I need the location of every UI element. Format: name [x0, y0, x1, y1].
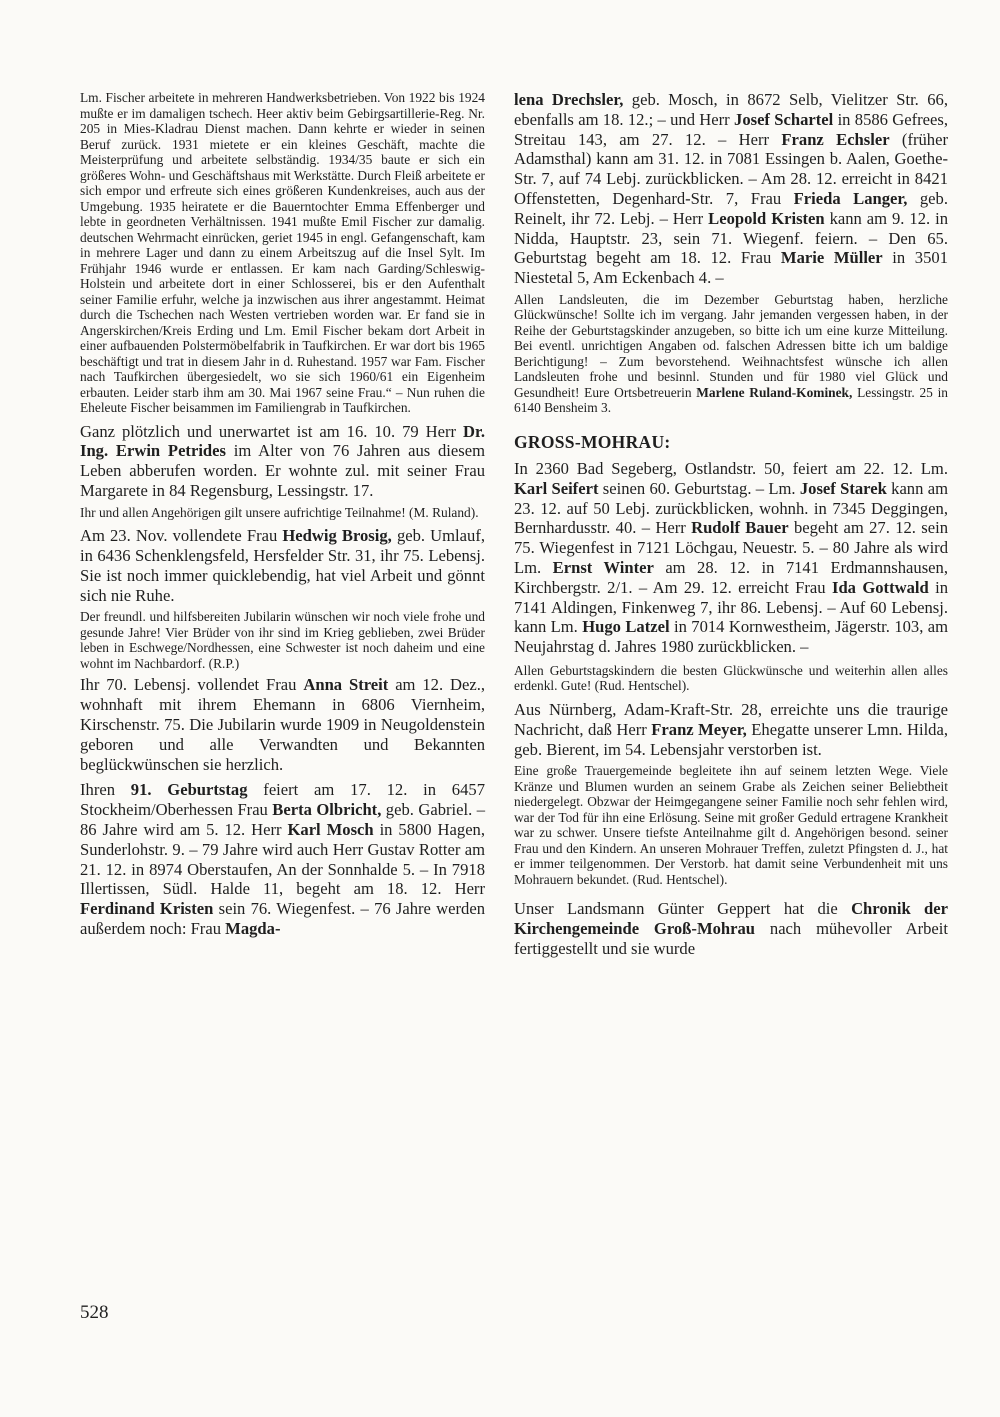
- text-span: geb. Mosch, in 8672 Selb, Vielitzer Str. 66, ebenfalls am 18. 12.; – und Herr: [514, 90, 948, 129]
- text-span: sein 76. Wiegenfest. – 76 Jahre werden außerdem noch: Frau: [80, 899, 485, 938]
- person-name: Marlene Ruland-Kominek,: [696, 384, 853, 400]
- text-span: Ganz plötzlich und unerwartet ist am 16. 10. 79 Herr: [80, 421, 464, 441]
- text-span: am 28. 12. in 7141 Erdmannshausen, Kirchbergstr. 2/1. – Am 29. 12. erreicht Frau: [514, 557, 948, 597]
- text-span: kann am 9. 12. in Nidda, Hauptstr. 23, sein 71. Wiegenf. feiern. – Den 65. Geburtstag begeht am 18. 12. Frau: [514, 208, 948, 268]
- text-span: Ehegatte unserer Lmn. Hilda, geb. Bierent, im 54. Lebensjahr verstorben ist.: [514, 719, 948, 759]
- text-span: in 5800 Hagen, Sunderlohstr. 9. – 79 Jahre wird auch Herr Gustav Rotter am 21. 12. in 8974 Oberstaufen, An der Sonnhalde 5. – In 7918 Illertissen, Südl. Halde 11, begeht am 18. 12. Herr: [80, 819, 486, 899]
- text-span: nach mühevoller Arbeit fertiggestellt und sie wurde: [514, 919, 948, 958]
- text-span: Ihr und allen Angehörigen gilt unsere aufrichtige Teilnahme! (M. Ruland).: [80, 504, 479, 520]
- right-column: [514, 90, 948, 963]
- person-name: Magda-: [225, 918, 281, 938]
- person-name: Frieda Langer,: [793, 188, 908, 208]
- december-wishes-note: [514, 292, 948, 416]
- text-span: Allen Geburtstagskindern die besten Glückwünsche und weiterhin allen alles erdenkl. Gute! (Rud. Hentschel).: [514, 662, 948, 694]
- text-span: am 12. Dez., wohnhaft mit ihrem Ehemann in 6806 Viernheim, Kirschenstr. 75. Die Jubilarin wurde 1909 in Neugoldenstein geboren und alle Verwandten und Bekannten beglückwünschen sie herzlich.: [80, 675, 485, 774]
- text-span: geb. Reinelt, ihr 72. Lebj. – Herr: [514, 188, 948, 228]
- birthdays-list-paragraph: [80, 780, 485, 938]
- text-span: kann am 23. 12. auf 50 Lebj. zurückblicken, wohnh. in 7345 Deggingen, Bernhardusstr. 40. – Herr: [514, 478, 948, 538]
- gross-mohrau-wishes-note: [514, 663, 948, 694]
- left-column: [80, 90, 485, 943]
- text-span: in 7014 Kornwestheim, Jägerstr. 103, am Neujahrstag d. Jahres 1980 zurückblicken. –: [514, 617, 949, 657]
- text-span: Am 23. Nov. vollendete Frau: [80, 526, 283, 546]
- person-name: Franz Meyer,: [651, 719, 747, 739]
- text-span: Aus Nürnberg, Adam-Kraft-Str. 28, erreichte uns die traurige Nachricht, daß Herr: [514, 699, 948, 739]
- birthdays-continued-paragraph: [514, 90, 948, 288]
- gross-mohrau-birthdays-paragraph: [514, 459, 948, 657]
- brosig-birthday-paragraph: [80, 526, 485, 605]
- person-name: Ida Gottwald: [831, 577, 929, 597]
- text-span: seinen 60. Geburtstag. – Lm.: [598, 478, 800, 498]
- text-span: Eine große Trauergemeinde begleitete ihn auf seinem letzten Wege. Viele Kränze und Blumen wurden an seinem Grabe als Zeichen seiner Beliebtheit niedergelegt. Obzwar der Heimgegangene seiner Familie noch sehr fehlen wird, war der Tod für ihn eine Erlösung. Seine mit großer Geduld ertragene Krankheit war zu schwer. Unsere tiefste Anteilnahme gilt d. Angehörigen besond. seiner Frau und den Kindern. An unseren Mohrauer Treffen, zuletzt Pfingsten d. J., hat er immer teilgenommen. Der Verstorb. hat damit seine Verbundenheit mit uns Mohrauern bekundet. (Rud. Hentschel).: [514, 763, 948, 887]
- text-span: feiert am 17. 12. in 6457 Stockheim/Oberhessen Frau: [80, 780, 485, 820]
- person-name: Anna Streit: [303, 675, 389, 695]
- meyer-obituary-paragraph: [514, 700, 948, 759]
- person-name: Franz Echsler: [781, 129, 890, 149]
- person-name: Ferdinand Kristen: [80, 899, 214, 919]
- text-span: Lm. Fischer arbeitete in mehreren Handwerksbetrieben. Von 1922 bis 1924 mußte er im damaligen tschech. Heer aktiv beim Gebirgsartillerie-Reg. Nr. 205 in Mies-Kladrau Dienst machen. Dann kehrte er wieder in seinen Beruf zurück. 1931 mietete er ein kleines Geschäft, machte die Meisterprüfung und arbeitete selbständig. 1934/35 baute er sich ein größeres Wohn- und Geschäftshaus mit Werkstätte. Durch Fleiß arbeitete er sich empor und erfreute sich eines größeren Kundenkreises, auch aus der Umgebung. 1935 heiratete er die Bauerntochter Emma Effenberger und lebte in geordneten Verhältnissen. 1941 mußte Emil Fischer zur damalig. deutschen Wehrmacht einrücken, geriet 1945 in engl. Gefangenschaft, kam in mehrere Lager und dann zu einem Arbeitszug auf die Insel Sylt. Im Frühjahr 1946 wurde er entlassen. Er kam nach Garding/Schleswig-Holstein und arbeitete dort in einer Schlosserei, bis er den Aufenthalt seiner Familie erfuhr, welche ja inzwischen aus ihrer angestammt. Heimat durch die Tschechen nach Westen vertrieben worden war. Er fand sie in Angerskirchen/Kreis Erding und Lm. Emil Fischer bekam dort Arbeit in einer aufbauenden Polstermöbelfabrik in Taufkirchen. Er war dort bis 1965 beschäftigt und trat in diesem Jahr in d. Ruhestand. 1957 war Fam. Fischer nach Taufkirchen übergesiedelt, wo sie sich 1960/61 ein Eigenheim erbauten. Leider starb ihm am 30. Mai 1967 seine Frau.“ – Nun ruhen die Eheleute Fischer beisammen im Familiengrab in Taufkirchen.: [80, 90, 485, 415]
- meyer-funeral-note: [514, 763, 948, 887]
- brosig-wishes-note: [80, 609, 485, 671]
- bold-text: 91. Geburtstag: [130, 780, 248, 800]
- person-name: Dr. Ing. Erwin Petrides: [80, 421, 485, 461]
- person-name: Rudolf Bauer: [691, 518, 789, 538]
- person-name: Hedwig Brosig,: [282, 526, 392, 546]
- text-span: geb. Gabriel. – 86 Jahre wird am 5. 12. Herr: [80, 800, 485, 839]
- text-span: Lessingstr. 25 in 6140 Bensheim 3.: [514, 384, 948, 416]
- person-name: Karl Seifert: [514, 478, 599, 498]
- person-name: Hugo Latzel: [582, 617, 670, 637]
- person-name: Leopold Kristen: [708, 208, 825, 228]
- text-span: in 8586 Gefrees, Streitau 143, am 27. 12. – Herr: [514, 109, 949, 149]
- person-name: Josef Starek: [799, 478, 887, 498]
- text-span: Unser Landsmann Günter Geppert hat die: [514, 899, 852, 919]
- text-span: in 3501 Niestetal 5, Am Eckenbach 4. –: [514, 248, 948, 288]
- text-span: Ihr 70. Lebensj. vollendet Frau: [80, 675, 304, 695]
- text-span: im Alter von 76 Jahren aus diesem Leben abberufen worden. Er wohnte zul. mit seiner Frau Margarete in 84 Regensburg, Lessingstr. 17.: [80, 441, 485, 500]
- section-heading-gross-mohrau: GROSS-MOHRAU:: [514, 431, 671, 452]
- fischer-biography-paragraph: [80, 90, 485, 416]
- person-name: Ernst Winter: [552, 557, 654, 577]
- person-name: Karl Mosch: [287, 819, 374, 839]
- streit-birthday-paragraph: [80, 675, 485, 774]
- petrides-obituary-paragraph: [80, 422, 485, 501]
- text-span: Allen Landsleuten, die im Dezember Geburtstag haben, herzliche Glückwünsche! Sollte ich im vergang. Jahr jemanden vergessen haben, in der Reihe der Geburtstagskinder anzugeben, so bitte ich um eine kurze Mitteilung. Bei eventl. unrichtigen Angaben od. falschen Adressen bitte ich um baldige Berichtigung! – Zum bevorstehend. Weihnachtsfest wünsche ich allen Landsleuten frohe und besinnl. Stunden und für 1980 viel Glück und Gesundheit! Eure Ortsbetreuerin: [514, 291, 948, 400]
- text-span: (früher Adamsthal) kann am 31. 12. in 7081 Essingen b. Aalen, Goethe-Str. 7, auf 74 Lebj. zurückblicken. – Am 28. 12. erreicht in 8421 Offenstetten, Degenhard-Str. 7, Frau: [514, 129, 948, 208]
- text-span: Ihren: [80, 780, 131, 800]
- text-span: geb. Umlauf, in 6436 Schenklengsfeld, Hersfelder Str. 31, ihr 75. Lebensj. Sie ist noch immer quicklebendig, hat viel Arbeit und gönnt sich nie Ruhe.: [80, 526, 485, 605]
- person-name: Marie Müller: [780, 248, 883, 268]
- condolence-note: [80, 505, 485, 521]
- text-span: Der freundl. und hilfsbereiten Jubilarin wünschen wir noch viele frohe und gesunde Jahre! Vier Brüder von ihr sind im Krieg geblieben, zwei Brüder leben in Eschwege/Nordhessen, eine Schwester ist noch daheim und eine wohnt im Nachbardorf. (R.P.): [80, 609, 485, 671]
- page-number: 528: [80, 1302, 109, 1323]
- chronicle-paragraph: [514, 899, 948, 958]
- bold-text: Chronik der Kirchengemeinde Groß-Mohrau: [514, 899, 949, 939]
- text-span: begeht am 27. 12. sein 75. Wiegenfest in 7121 Löchgau, Neuestr. 5. – 80 Jahre als wird Lm.: [514, 518, 948, 577]
- text-span: In 2360 Bad Segeberg, Ostlandstr. 50, feiert am 22. 12. Lm.: [514, 458, 948, 478]
- person-name: Josef Schartel: [734, 109, 834, 129]
- person-name: lena Drechsler,: [514, 90, 624, 109]
- person-name: Berta Olbricht,: [272, 800, 382, 820]
- text-span: in 7141 Aldingen, Finkenweg 7, ihr 86. Lebensj. – Auf 60 Lebensj. kann Lm.: [514, 577, 948, 637]
